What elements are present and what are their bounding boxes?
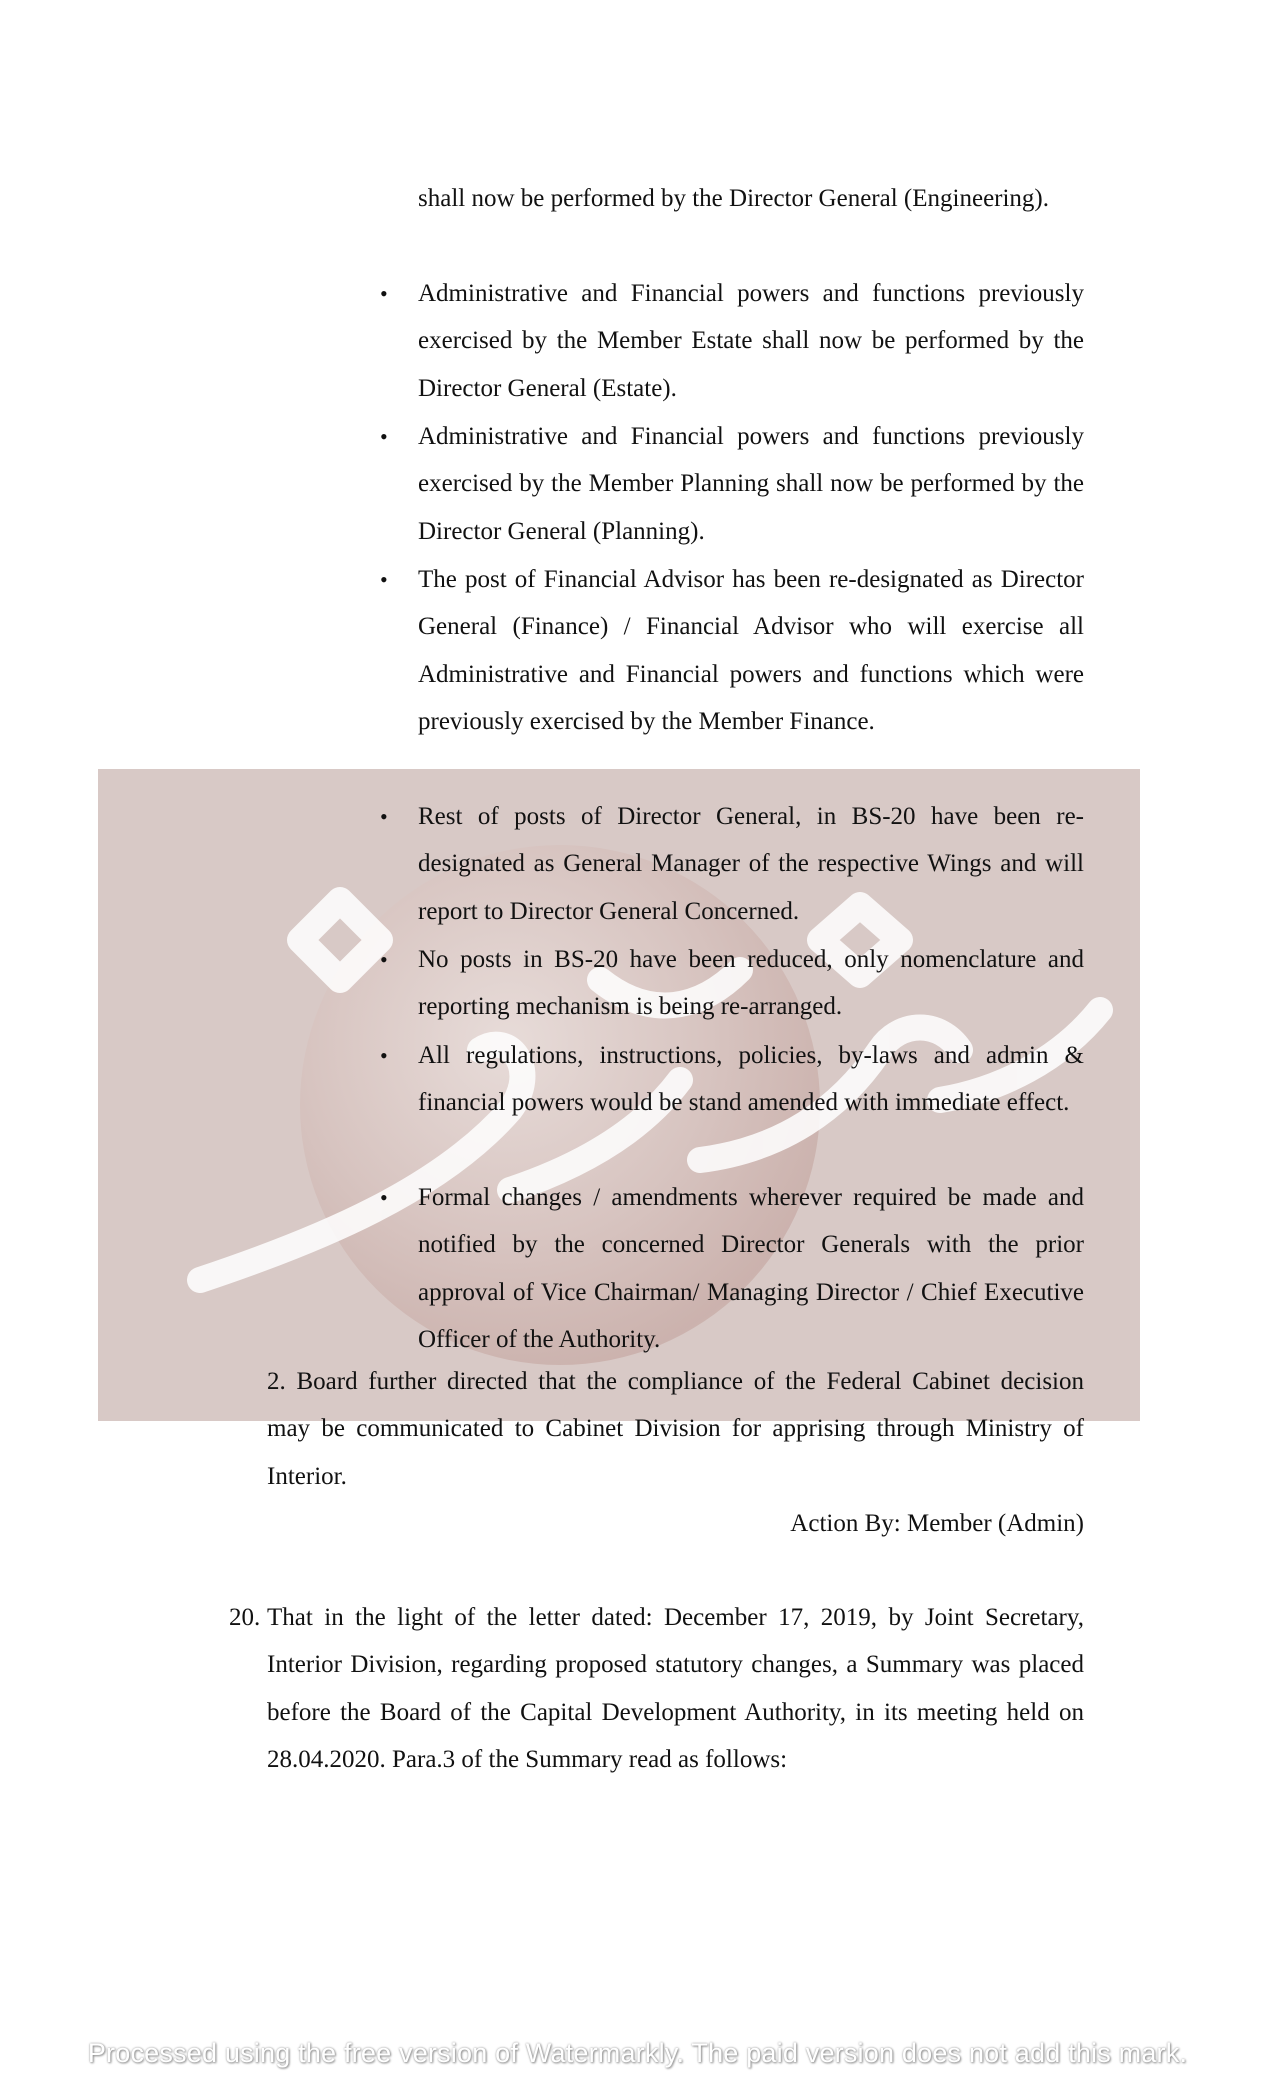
list-item-text: Administrative and Financial powers and functions previously exercised by the Member Planning shall now be performed by the Director General (Planning). — [418, 423, 1084, 545]
list-item-text: Rest of posts of Director General, in BS-20 have been re-designated as General Manager of the respective Wings and will report to Director General Concerned. — [418, 803, 1084, 925]
list-item-text: The post of Financial Advisor has been re-designated as Director General (Finance) / Financial Advisor who will exercise all Administrative and Financial powers and functions which were previously exercised by the Member Finance. — [418, 566, 1084, 735]
bullet-icon: • — [380, 947, 388, 972]
list-item — [380, 413, 1084, 555]
bullet-icon: • — [380, 567, 388, 592]
bullet-icon: • — [380, 804, 388, 829]
paragraph-2: 2. Board further directed that the compliance of the Federal Cabinet decision may be communicated to Cabinet Division for apprising through Ministry of Interior. — [267, 1368, 1084, 1490]
bullet-icon: • — [380, 281, 388, 306]
list-item — [380, 1032, 1084, 1127]
list-item — [380, 1174, 1084, 1363]
action-by: Action By: Member (Admin) — [790, 1510, 1084, 1537]
list-item-text: Formal changes / amendments wherever required be made and notified by the concerned Director Generals with the prior approval of Vice Chairman/ Managing Director / Chief Executive Officer of the Authority. — [418, 1184, 1084, 1353]
bullet-icon: • — [380, 424, 388, 449]
paragraph-20: That in the light of the letter dated: December 17, 2019, by Joint Secretary, Interior Division, regarding proposed statutory changes, a Summary was placed before the Board of the Capital Development Authority, in its meeting held on 28.04.2020. Para.3 of the Summary read as follows: — [267, 1604, 1084, 1773]
list-item — [380, 936, 1084, 1031]
list-item-text: Administrative and Financial powers and functions previously exercised by the Member Estate shall now be performed by the Director General (Estate). — [418, 280, 1084, 402]
bullet-icon: • — [380, 1185, 388, 1210]
list-item — [380, 793, 1084, 935]
continuation-text: shall now be performed by the Director General (Engineering). — [418, 185, 1050, 212]
footer-watermark: Processed using the free version of Watermarkly. The paid version does not add this mark. — [87, 2038, 1188, 2068]
bullet-icon: • — [380, 1043, 388, 1068]
list-item-text: All regulations, instructions, policies, by-laws and admin & financial powers would be stand amended with immediate effect. — [418, 1042, 1084, 1117]
list-item — [380, 270, 1084, 412]
list-item-text: No posts in BS-20 have been reduced, only nomenclature and reporting mechanism is being re-arranged. — [418, 946, 1084, 1021]
list-item — [380, 556, 1084, 745]
paragraph-20-number: 20. — [229, 1604, 261, 1631]
